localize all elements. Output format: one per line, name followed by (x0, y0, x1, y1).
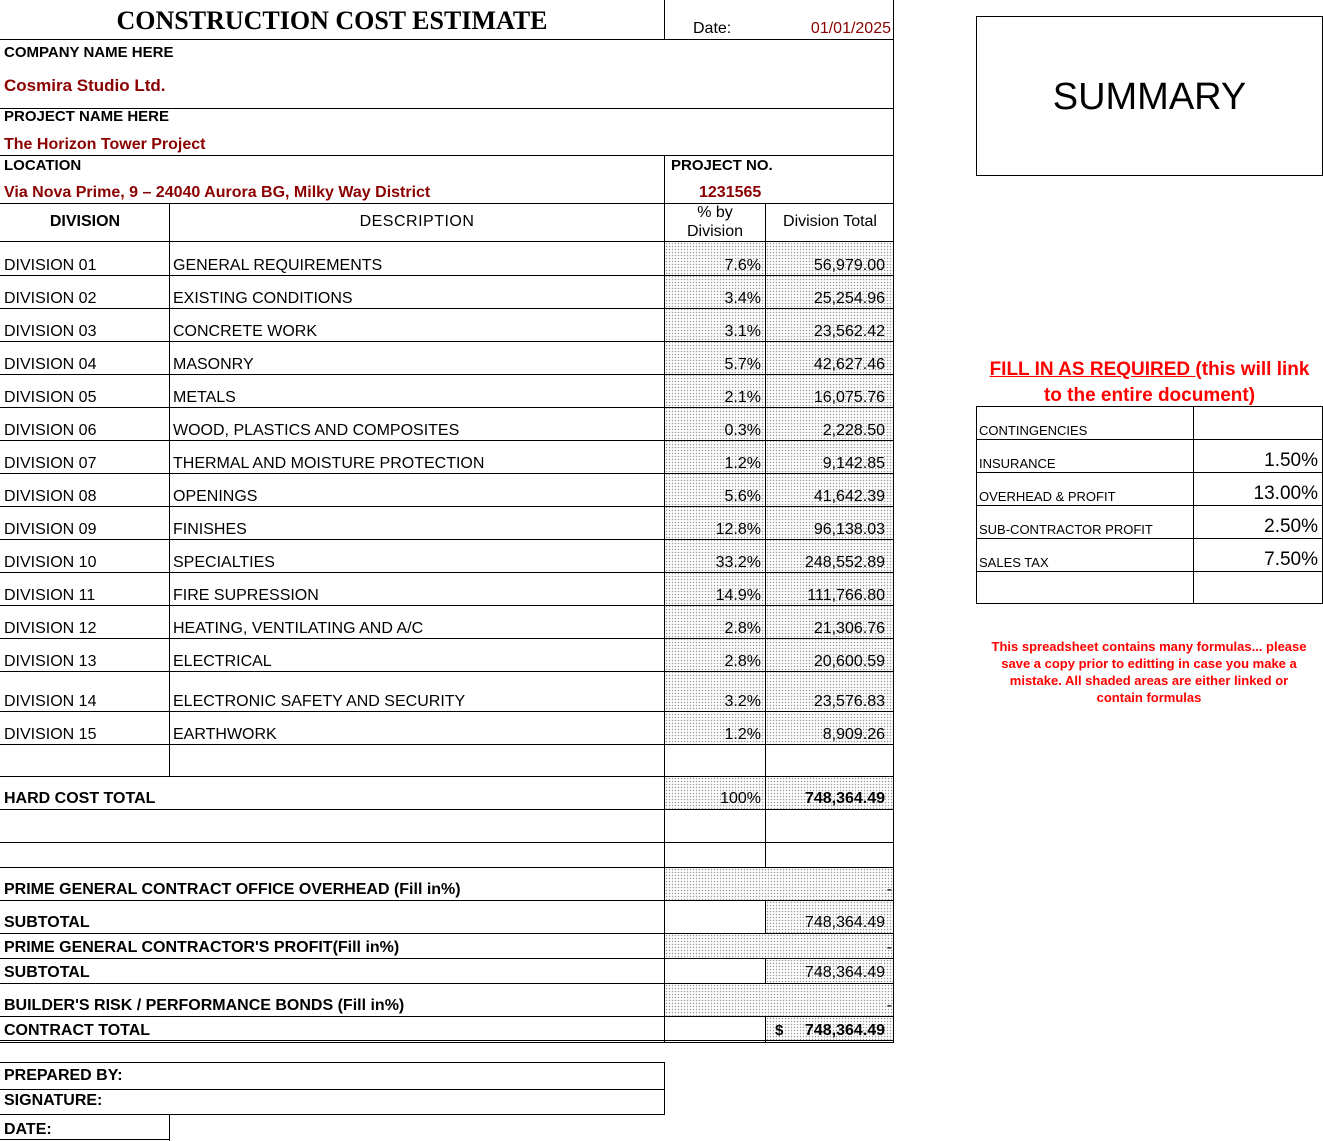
date-label: Date: (693, 20, 732, 37)
divider (0, 440, 894, 441)
division-code: DIVISION 10 (4, 554, 97, 571)
division-total[interactable]: 8,909.26 (822, 726, 885, 743)
rate-value-input[interactable]: 2.50% (1264, 516, 1318, 537)
division-pct: 1.2% (724, 455, 761, 472)
division-description[interactable]: THERMAL AND MOISTURE PROTECTION (173, 455, 485, 472)
rate-row (977, 473, 1322, 506)
divider (0, 1062, 665, 1063)
division-description[interactable]: ELECTRICAL (173, 653, 272, 670)
date-value[interactable]: 01/01/2025 (810, 20, 891, 37)
divider (0, 638, 894, 639)
divider (1193, 407, 1194, 604)
division-description[interactable]: METALS (173, 389, 236, 406)
fill-in-rest: (this will link (1195, 359, 1310, 380)
contract-total-label: CONTRACT TOTAL (4, 1022, 151, 1039)
rate-value-input[interactable]: 1.50% (1264, 450, 1318, 471)
location-value[interactable]: Via Nova Prime, 9 – 24040 Aurora BG, Milky Way District (4, 184, 431, 201)
subtotal-value: 748,364.49 (804, 914, 885, 931)
division-total[interactable]: 23,562.42 (813, 323, 885, 340)
division-code: DIVISION 09 (4, 521, 97, 538)
project-label: PROJECT NAME HERE (4, 108, 170, 125)
division-pct: 14.9% (715, 587, 761, 604)
division-description[interactable]: MASONRY (173, 356, 254, 373)
divider (0, 407, 894, 408)
division-pct: 5.6% (724, 488, 761, 505)
division-total[interactable]: 56,979.00 (813, 257, 885, 274)
divider (0, 374, 894, 375)
date-signoff-label: DATE: (4, 1121, 52, 1138)
fill-in-heading (976, 357, 1323, 409)
divider (765, 203, 766, 867)
division-description[interactable]: FINISHES (173, 521, 247, 538)
column-header-pct: % by Division (686, 204, 743, 240)
project-no-label: PROJECT NO. (671, 157, 773, 174)
divider (0, 1042, 894, 1043)
divider (765, 900, 766, 934)
division-total[interactable]: 2,228.50 (822, 422, 885, 439)
division-description[interactable]: ELECTRONIC SAFETY AND SECURITY (173, 693, 466, 710)
division-pct: 2.8% (724, 620, 761, 637)
divider (0, 809, 894, 810)
divider (664, 203, 665, 1042)
division-code: DIVISION 02 (4, 290, 97, 307)
division-code: DIVISION 15 (4, 726, 97, 743)
division-code: DIVISION 05 (4, 389, 97, 406)
divider (169, 1114, 170, 1141)
rate-label: SALES TAX (979, 555, 1049, 570)
divider (664, 0, 665, 40)
project-no-value[interactable]: 1231565 (699, 184, 762, 201)
division-description[interactable]: EARTHWORK (173, 726, 277, 743)
rate-row (977, 407, 1322, 440)
rate-value-input[interactable]: 7.50% (1264, 549, 1318, 570)
fill-in-emphasis: FILL IN AS REQUIRED (989, 359, 1196, 380)
bonds-label: BUILDER'S RISK / PERFORMANCE BONDS (Fill in%) (4, 997, 405, 1014)
division-total[interactable]: 21,306.76 (813, 620, 885, 637)
divider (0, 473, 894, 474)
signature-label: SIGNATURE: (4, 1092, 103, 1109)
formula-note: This spreadsheet contains many formulas... please save a copy prior to editting in case you make a mistake. All shaded areas are either linked or contain formulas (991, 639, 1307, 705)
project-name[interactable]: The Horizon Tower Project (4, 136, 206, 153)
overhead-shading (665, 868, 893, 901)
division-pct: 12.8% (715, 521, 761, 538)
division-description[interactable]: HEATING, VENTILATING AND A/C (173, 620, 424, 637)
rate-label: CONTINGENCIES (979, 423, 1088, 438)
division-pct: 7.6% (724, 257, 761, 274)
bonds-value[interactable]: - (886, 997, 892, 1014)
divider (0, 1114, 665, 1115)
division-pct: 33.2% (715, 554, 761, 571)
division-pct: 2.1% (724, 389, 761, 406)
company-label: COMPANY NAME HERE (4, 44, 174, 61)
divider (0, 605, 894, 606)
divider (169, 203, 170, 777)
profit-label: PRIME GENERAL CONTRACTOR'S PROFIT(Fill in%) (4, 939, 400, 956)
rate-row (977, 539, 1322, 572)
divider (0, 572, 894, 573)
subtotal-value: 748,364.49 (804, 964, 885, 981)
rate-row (977, 506, 1322, 539)
company-name[interactable]: Cosmira Studio Ltd. (4, 76, 166, 95)
division-total[interactable]: 41,642.39 (813, 488, 885, 505)
divider (0, 744, 894, 745)
division-code: DIVISION 04 (4, 356, 97, 373)
column-header-total: Division Total (783, 213, 877, 230)
division-code: DIVISION 13 (4, 653, 97, 670)
division-total[interactable]: 96,138.03 (813, 521, 885, 538)
division-total[interactable]: 248,552.89 (804, 554, 885, 571)
page-title: CONSTRUCTION COST ESTIMATE (116, 6, 548, 35)
division-total[interactable]: 9,142.85 (822, 455, 885, 472)
division-code: DIVISION 12 (4, 620, 97, 637)
divider (0, 308, 894, 309)
contract-total-value: 748,364.49 (804, 1022, 885, 1039)
divider (0, 1016, 894, 1017)
hard-cost-label: HARD COST TOTAL (4, 790, 156, 807)
division-total[interactable]: 20,600.59 (813, 653, 885, 670)
divider (0, 203, 894, 204)
rates-table (976, 406, 1323, 604)
divider (0, 275, 894, 276)
hard-cost-pct: 100% (720, 790, 761, 807)
division-description[interactable]: CONCRETE WORK (173, 323, 317, 340)
divider (664, 155, 665, 203)
division-total[interactable]: 23,576.83 (813, 693, 885, 710)
divider (0, 671, 894, 672)
overhead-label: PRIME GENERAL CONTRACT OFFICE OVERHEAD (Fill in%) (4, 881, 461, 898)
division-pct: 5.7% (724, 356, 761, 373)
overhead-value[interactable]: - (886, 881, 892, 898)
division-description[interactable]: EXISTING CONDITIONS (173, 290, 353, 307)
fill-in-line2: to the entire document) (1043, 385, 1256, 406)
subtotal-label: SUBTOTAL (4, 964, 90, 981)
divider (0, 1089, 665, 1090)
subtotal-label: SUBTOTAL (4, 914, 90, 931)
division-total[interactable]: 16,075.76 (813, 389, 885, 406)
rate-row-empty[interactable] (977, 572, 1322, 604)
divider (765, 1016, 766, 1042)
divider (0, 341, 894, 342)
divider (0, 711, 894, 712)
column-header-division: DIVISION (49, 213, 121, 230)
divider (765, 958, 766, 983)
division-description[interactable]: OPENINGS (173, 488, 258, 505)
division-code: DIVISION 01 (4, 257, 97, 274)
contract-total-currency: $ (775, 1022, 784, 1039)
divider (0, 958, 894, 959)
divider (0, 506, 894, 507)
divider (664, 1062, 665, 1115)
profit-value[interactable]: - (886, 939, 892, 956)
division-pct: 3.2% (724, 693, 761, 710)
rate-label: SUB-CONTRACTOR PROFIT (979, 522, 1153, 537)
division-code: DIVISION 06 (4, 422, 97, 439)
divider (0, 1040, 894, 1041)
division-total[interactable]: 42,627.46 (813, 356, 885, 373)
division-description[interactable]: GENERAL REQUIREMENTS (173, 257, 383, 274)
divider (0, 39, 894, 40)
division-code: DIVISION 07 (4, 455, 97, 472)
prepared-by-label: PREPARED BY: (4, 1067, 123, 1084)
divider (0, 842, 894, 843)
summary-title: SUMMARY (1052, 76, 1247, 118)
column-header-description: DESCRIPTION (359, 213, 475, 230)
division-description[interactable]: WOOD, PLASTICS AND COMPOSITES (173, 422, 460, 439)
division-pct: 1.2% (724, 726, 761, 743)
profit-shading (665, 934, 893, 958)
division-pct: 3.4% (724, 290, 761, 307)
rate-label: OVERHEAD & PROFIT (979, 489, 1116, 504)
divider (0, 1139, 170, 1140)
division-description[interactable]: FIRE SUPRESSION (173, 587, 319, 604)
divider (0, 155, 894, 156)
rate-value-input[interactable]: 13.00% (1253, 483, 1318, 504)
division-pct: 2.8% (724, 653, 761, 670)
hard-cost-total: 748,364.49 (804, 790, 885, 807)
divider (0, 539, 894, 540)
rate-row (977, 440, 1322, 473)
division-pct: 0.3% (724, 422, 761, 439)
location-label: LOCATION (4, 157, 82, 174)
division-pct: 3.1% (724, 323, 761, 340)
divider (0, 900, 894, 901)
divider (0, 776, 894, 777)
division-total[interactable]: 111,766.80 (807, 587, 885, 604)
division-code: DIVISION 03 (4, 323, 97, 340)
division-code: DIVISION 11 (4, 587, 96, 604)
bonds-shading (665, 984, 893, 1016)
rate-label: INSURANCE (979, 456, 1056, 471)
division-code: DIVISION 08 (4, 488, 97, 505)
division-total[interactable]: 25,254.96 (813, 290, 885, 307)
division-description[interactable]: SPECIALTIES (173, 554, 275, 571)
divider (893, 0, 894, 1042)
division-code: DIVISION 14 (4, 693, 97, 710)
